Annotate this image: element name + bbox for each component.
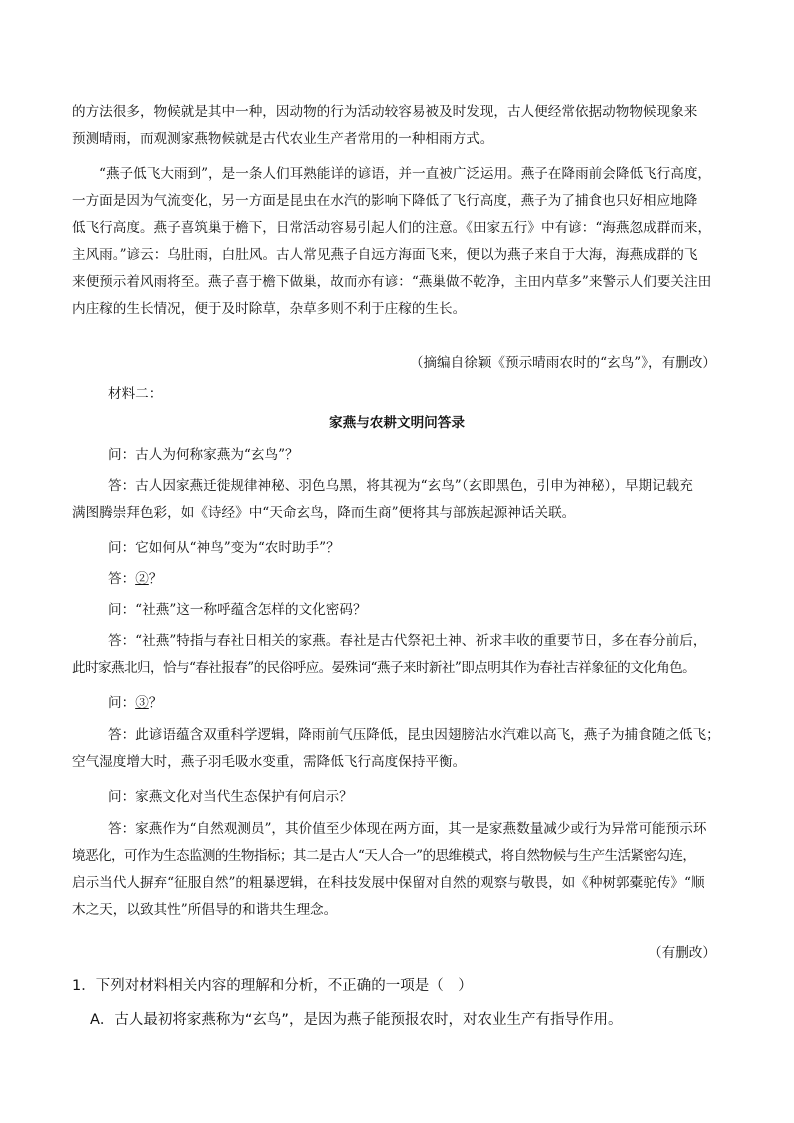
- qa-answer-5: [72, 816, 722, 924]
- blank-3: ③: [135, 695, 149, 711]
- material-two-title: 家燕与农耕文明问答录: [329, 415, 465, 431]
- qa-answer-1: [72, 473, 722, 527]
- qa-answer-2: [72, 566, 758, 593]
- qa-question-4: [72, 690, 758, 717]
- text-line: 主风雨。”谚云：乌肚雨，白肚风。古人常见燕子自远方海面飞来，便以为燕子来自于大海，海燕成群的飞: [72, 247, 698, 263]
- question-suffix: ？: [148, 695, 163, 711]
- text-line: 境恶化，可作为生态监测的生物指标；其二是古人“天人合一”的思维模式，将自然物候与生产生活紧密勾连，: [72, 848, 696, 864]
- option-a[interactable]: A．古人最初将家燕称为“玄鸟”，是因为燕子能预报农时，对农业生产有指导作用。: [90, 1012, 623, 1028]
- text-line: 内庄稼的生长情况，便于及时除草，杂草多则不利于庄稼的生长。: [72, 301, 467, 317]
- material-two-label: 材料二：: [108, 386, 163, 402]
- source-citation-1: （摘编自徐颖《预示晴雨农时的“玄鸟”》，有删改）: [409, 355, 716, 371]
- qa-answer-4: [72, 722, 722, 776]
- text-line: 启示当代人摒弃“征服自然”的粗暴逻辑，在科技发展中保留对自然的观察与敬畏，如《种树郭橐驼传》“顺: [72, 875, 705, 891]
- text-line: 预测晴雨，而观测家燕物候就是古代农业生产者常用的一种相雨方式。: [72, 131, 494, 147]
- blank-2: ②: [135, 571, 149, 587]
- text-line: 木之天，以致其性”所倡导的和谐共生理念。: [72, 902, 338, 918]
- text-line: 答：家燕作为“自然观测员”，其价值至少体现在两方面，其一是家燕数量减少或行为异常可能预示环: [108, 821, 707, 837]
- text-line: 低飞行高度。燕子喜筑巢于檐下，日常活动容易引起人们的注意。《田家五行》中有谚：“海燕忽成群而来，: [72, 220, 712, 236]
- source-citation-2: （有删改）: [648, 945, 716, 961]
- answer-prefix: 答：: [108, 571, 136, 587]
- qa-question-1: 问：古人为何称家燕为“玄鸟”？: [108, 447, 299, 463]
- text-line: 空气湿度增大时，燕子羽毛吸水变重，需降低飞行高度保持平衡。: [72, 754, 467, 770]
- paragraph-swallow-low-flight: [72, 161, 722, 323]
- text-line: 答：此谚语蕴含双重科学逻辑，降雨前气压降低，昆虫因翅膀沾水汽难以高飞，燕子为捕食随之低飞；: [108, 727, 720, 743]
- qa-question-5: 问：家燕文化对当代生态保护有何启示？: [108, 789, 353, 805]
- text-line: 一方面是因为气流变化，另一方面是昆虫在水汽的影响下降低了飞行高度，燕子为了捕食也只好相应地降: [72, 193, 698, 209]
- text-line: 来便预示着风雨将至。燕子喜于檐下做巢，故而亦有谚：“燕巢做不乾净，主田内草多”来警示人们要关注田: [72, 274, 712, 290]
- text-line: “燕子低飞大雨到”，是一条人们耳熟能详的谚语，并一直被广泛运用。燕子在降雨前会降低飞行高度，: [99, 166, 712, 182]
- text-line: 满图腾崇拜色彩，如《诗经》中“天命玄鸟，降而生商”便将其与部族起源神话关联。: [72, 505, 576, 521]
- question-stem: 1．下列对材料相关内容的理解和分析，不正确的一项是（ ）: [72, 978, 473, 994]
- question-prefix: 问：: [108, 695, 136, 711]
- text-line: 此时家燕北归，恰与“春社报春”的民俗呼应。晏殊词“燕子来时新社”即点明其作为春社吉祥象征的文化角色。: [72, 660, 696, 676]
- qa-answer-3: [72, 628, 722, 682]
- text-line: 的方法很多，物候就是其中一种，因动物的行为活动较容易被及时发现，古人便经常依据动物物候现象来: [72, 104, 698, 120]
- paragraph-intro: [72, 99, 722, 153]
- text-line: 答：古人因家燕迁徙规律神秘、羽色乌黑，将其视为“玄鸟”（玄即黑色，引申为神秘），早期记载充: [108, 478, 693, 494]
- text-line: 答：“社燕”特指与春社日相关的家燕。春社是古代祭祀土神、祈求丰收的重要节日，多在春分前后，: [108, 633, 707, 649]
- qa-question-3: 问：“社燕”这一称呼蕴含怎样的文化密码？: [108, 602, 367, 618]
- qa-question-2: 问：它如何从“神鸟”变为“农时助手”？: [108, 540, 340, 556]
- answer-suffix: ？: [148, 571, 163, 587]
